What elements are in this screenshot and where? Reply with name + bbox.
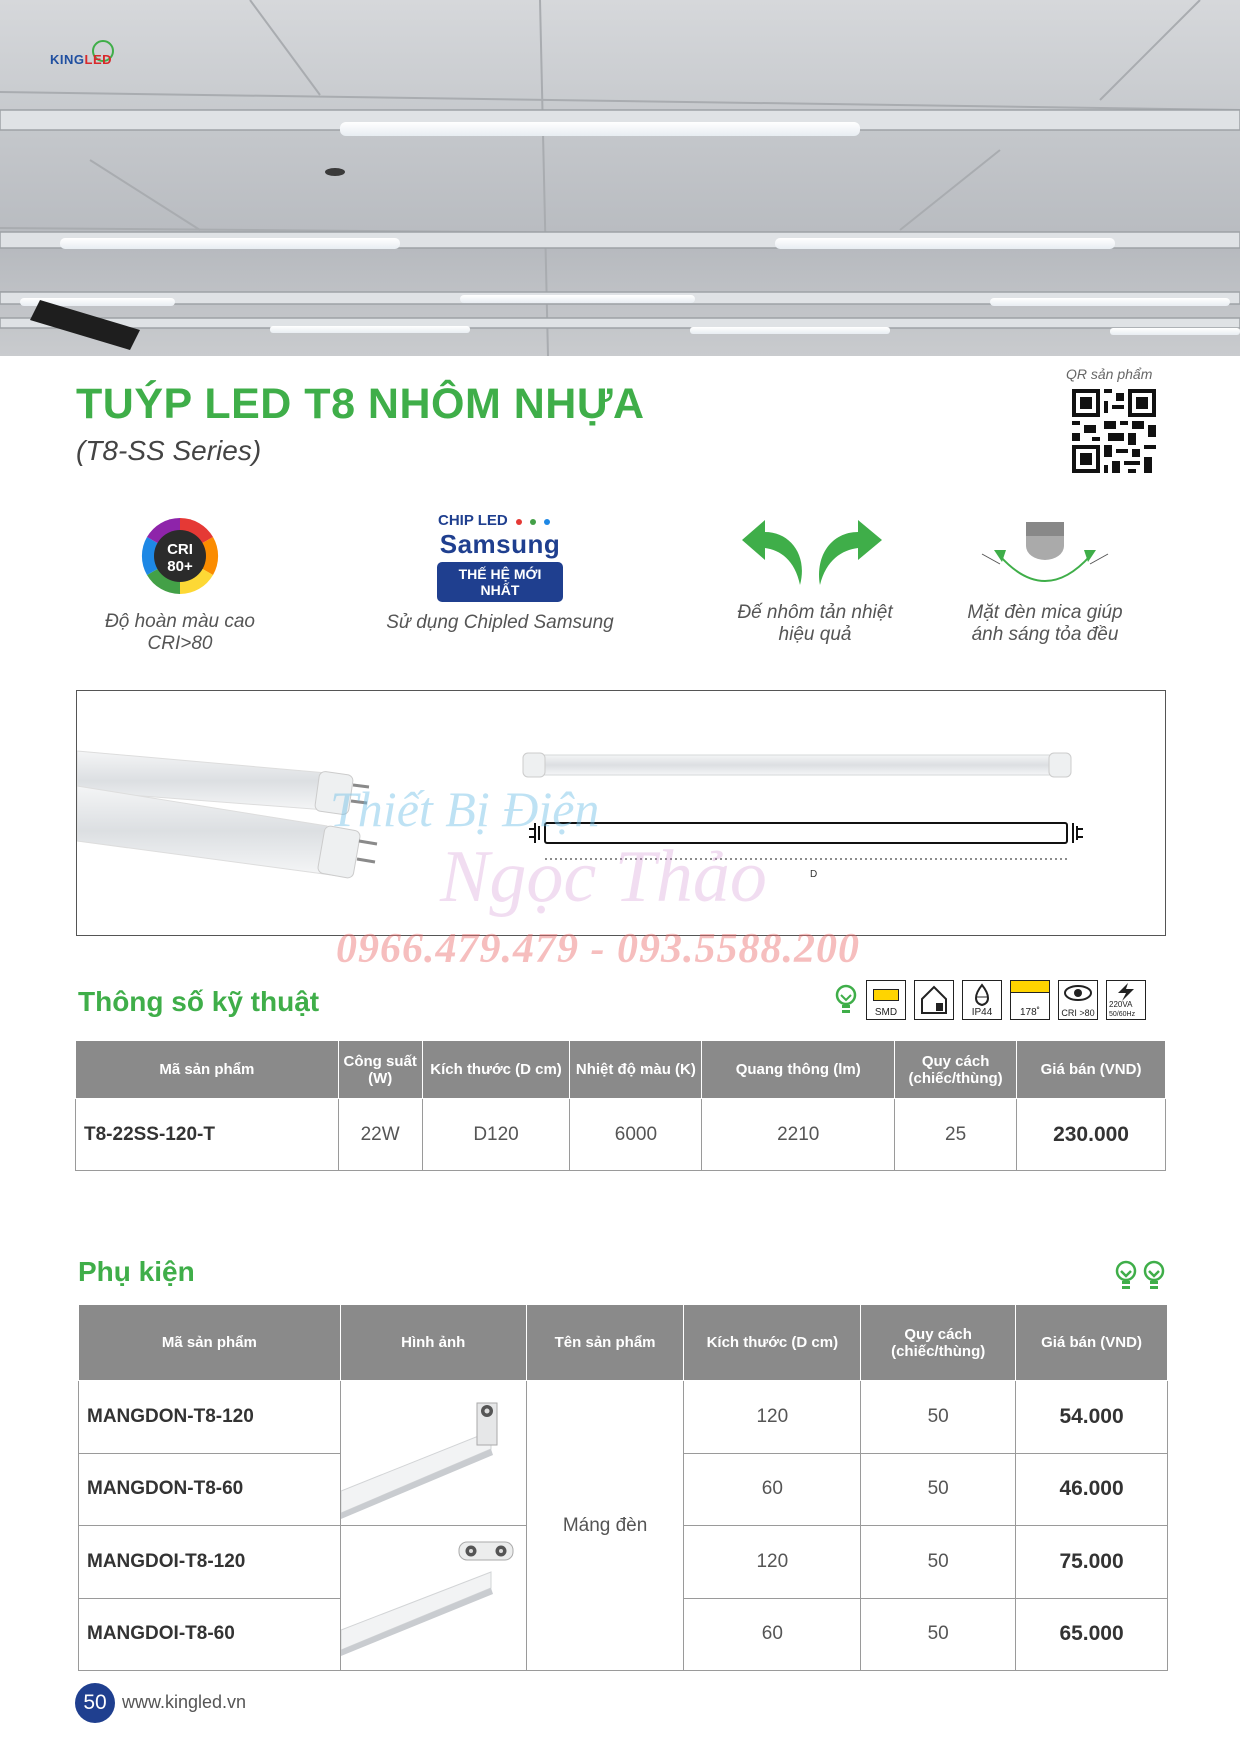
lumen-value: 2210	[702, 1099, 895, 1171]
product-code: T8-22SS-120-T	[76, 1099, 339, 1171]
table-header-row	[79, 1305, 1168, 1381]
size-value: D120	[422, 1099, 570, 1171]
svg-text:80+: 80+	[167, 558, 193, 575]
hero-ceiling-photo	[0, 0, 1240, 356]
product-code: MANGDON-T8-60	[79, 1453, 341, 1526]
cri-icon	[140, 516, 220, 596]
ip44-icon: IP44	[962, 980, 1002, 1020]
feature-caption: Độ hoàn màu cao	[105, 611, 255, 632]
price-value: 230.000	[1017, 1099, 1166, 1171]
pack-value: 50	[861, 1598, 1016, 1671]
column-header: Nhiệt độ màu (K)	[570, 1041, 702, 1099]
double-tube-fixture-image	[341, 1526, 525, 1664]
size-value: 120	[684, 1526, 861, 1599]
voltage-icon: 220VA 50/60Hz	[1106, 980, 1146, 1020]
product-title: TUÝP LED T8 NHÔM NHỰA	[76, 380, 645, 428]
product-code: MANGDOI-T8-120	[79, 1526, 341, 1599]
watermark-script: Ngọc Thảo	[440, 836, 767, 918]
feature-heat-dissipation	[700, 520, 930, 646]
heat-dissipation-arrows-icon	[740, 520, 890, 590]
price-value: 46.000	[1016, 1453, 1168, 1526]
accessories-table	[78, 1304, 1168, 1671]
double-fixture-image	[340, 1526, 526, 1671]
pack-value: 25	[895, 1099, 1017, 1171]
feature-caption: Mặt đèn mica giúp	[967, 602, 1123, 623]
column-header: Mã sản phẩm	[76, 1041, 339, 1099]
qr-code-icon[interactable]	[1072, 389, 1156, 473]
feature-caption: CRI>80	[147, 633, 213, 654]
column-header: Kích thước (D cm)	[422, 1041, 570, 1099]
ceiling-lights-illustration	[0, 0, 1240, 356]
column-header: Hình ảnh	[340, 1305, 526, 1381]
beam-angle-icon: 178˚	[1010, 980, 1050, 1020]
smd-icon: SMD	[866, 980, 906, 1020]
qr-label: QR sản phẩm	[1066, 366, 1153, 382]
pack-value: 50	[861, 1453, 1016, 1526]
website-link[interactable]: www.kingled.vn	[122, 1692, 247, 1712]
feature-caption: ánh sáng tỏa đều	[971, 624, 1119, 645]
price-value: 75.000	[1016, 1526, 1168, 1599]
pack-value: 50	[861, 1381, 1016, 1454]
cct-value: 6000	[570, 1099, 702, 1171]
product-series: (T8-SS Series)	[76, 435, 262, 466]
column-header: Quy cách (chiếc/thùng)	[861, 1305, 1016, 1381]
samsung-chip-icon: CHIP LED Samsung THẾ HỆ MỚI NHẤT	[430, 512, 570, 602]
size-value: 60	[684, 1453, 861, 1526]
green-bulb-icon	[834, 984, 858, 1016]
table-row	[76, 1099, 1166, 1171]
price-value: 54.000	[1016, 1381, 1168, 1454]
pack-value: 50	[861, 1526, 1016, 1599]
feature-caption: Đế nhôm tản nhiệt	[737, 602, 893, 623]
green-bulbs-icon	[1114, 1260, 1168, 1292]
product-name: Máng đèn	[526, 1381, 684, 1671]
column-header: Mã sản phẩm	[79, 1305, 341, 1381]
svg-text:CRI: CRI	[167, 541, 193, 558]
table-header-row	[76, 1041, 1166, 1099]
size-value: 120	[684, 1381, 861, 1454]
column-header: Quang thông (lm)	[702, 1041, 895, 1099]
power-value: 22W	[338, 1099, 422, 1171]
column-header: Công suất (W)	[338, 1041, 422, 1099]
cri-eye-icon: CRI >80	[1058, 980, 1098, 1020]
specs-section-title: Thông số kỹ thuật	[78, 986, 320, 1017]
column-header: Tên sản phẩm	[526, 1305, 684, 1381]
watermark-phone: 0966.479.479 - 093.5588.200	[336, 926, 860, 972]
table-row	[79, 1381, 1168, 1454]
column-header: Quy cách (chiếc/thùng)	[895, 1041, 1017, 1099]
column-header: Kích thước (D cm)	[684, 1305, 861, 1381]
diagram-dimension-label: D	[810, 869, 818, 880]
spec-icon-row	[834, 980, 1146, 1020]
feature-cri	[90, 512, 270, 655]
column-header: Giá bán (VND)	[1016, 1305, 1168, 1381]
indoor-icon	[914, 980, 954, 1020]
product-code: MANGDOI-T8-60	[79, 1598, 341, 1671]
accessories-section-title: Phụ kiện	[78, 1256, 195, 1287]
kingled-logo: KINGLED	[50, 52, 112, 67]
feature-caption: Sử dụng Chipled Samsung	[386, 612, 614, 633]
specs-table	[75, 1040, 1166, 1171]
column-header: Giá bán (VND)	[1017, 1041, 1166, 1099]
product-code: MANGDON-T8-120	[79, 1381, 341, 1454]
single-fixture-image	[340, 1381, 526, 1526]
watermark-text: Thiết Bị Điện	[330, 781, 600, 837]
feature-samsung-chip	[370, 512, 630, 634]
feature-caption: hiệu quả	[778, 624, 852, 645]
size-value: 60	[684, 1598, 861, 1671]
diffuser-light-icon	[980, 520, 1110, 590]
page-number: 50	[75, 1683, 115, 1723]
price-value: 65.000	[1016, 1598, 1168, 1671]
single-tube-fixture-image	[341, 1381, 525, 1519]
feature-diffuser	[940, 520, 1150, 646]
